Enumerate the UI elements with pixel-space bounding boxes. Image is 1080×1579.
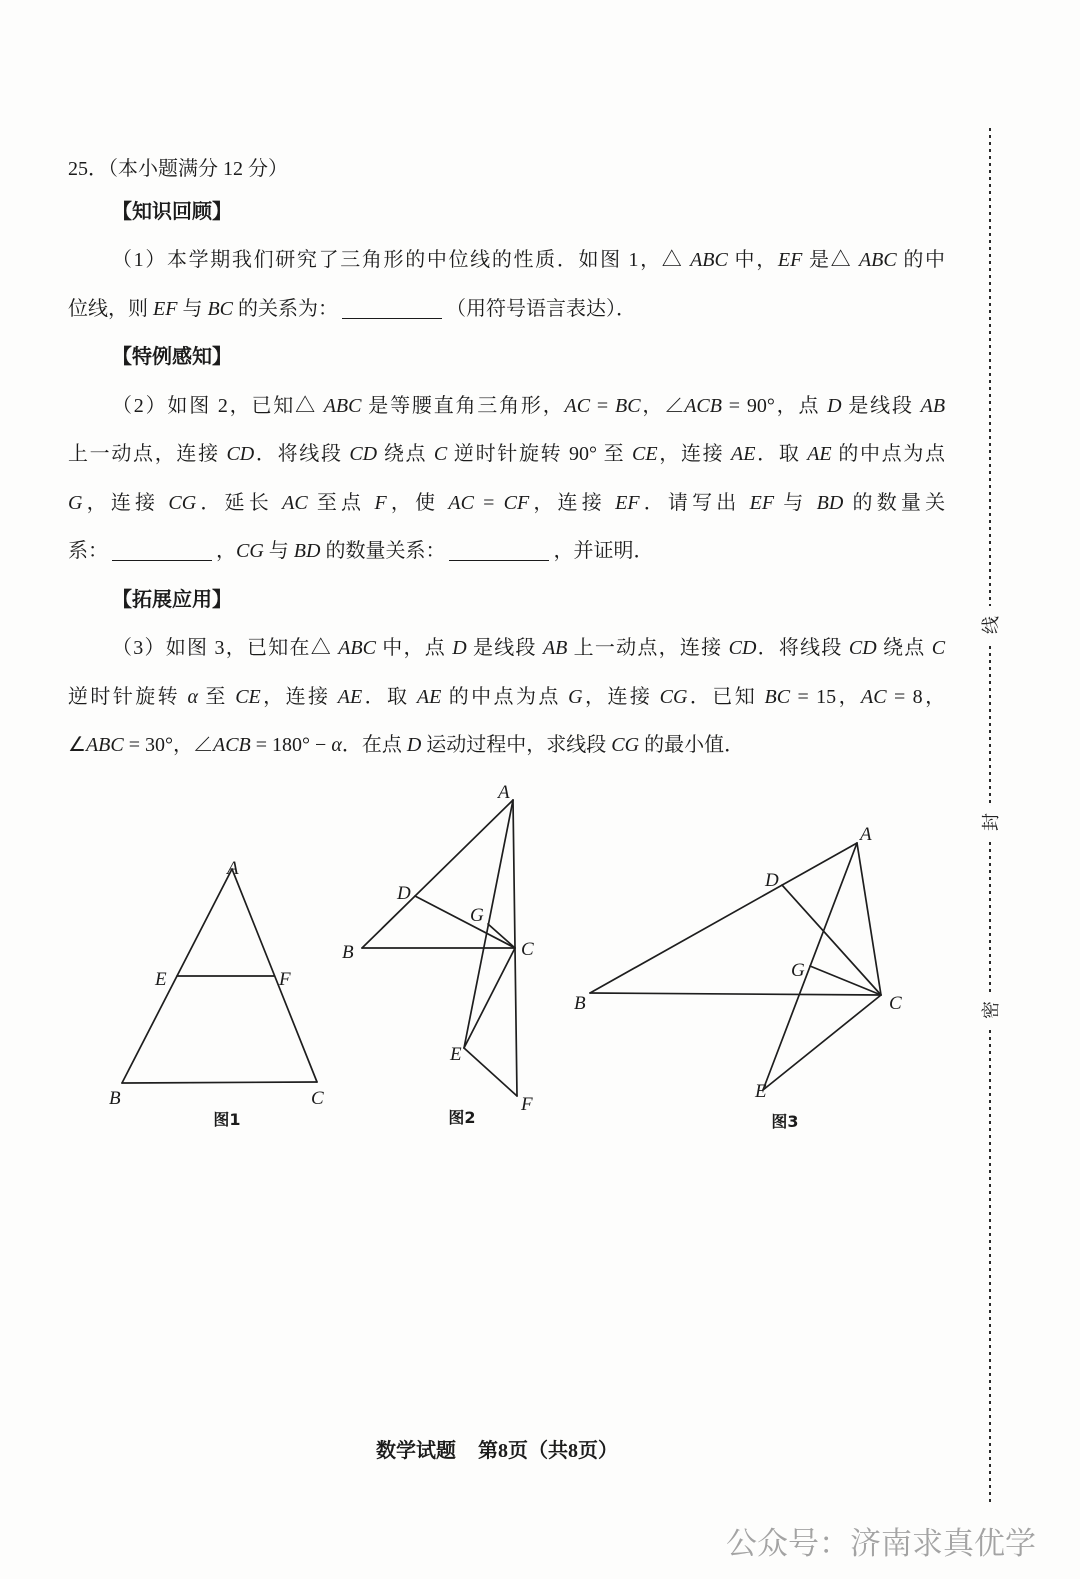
text-run: ∠: [68, 734, 86, 756]
text-run: ．请写出: [639, 491, 750, 514]
fig2-label-A: A: [498, 782, 510, 803]
answer-blank: [112, 559, 212, 561]
fig1-segment-BC: [122, 1082, 317, 1083]
text-run: ．取: [755, 443, 808, 465]
text-run: ．取: [362, 685, 417, 708]
text-run: 绕点: [876, 637, 932, 659]
text-run: ．在点: [341, 734, 407, 756]
math-variable: BC: [207, 297, 233, 320]
text-run: 是等腰直角三角形，: [361, 394, 565, 417]
fig3-segment-BC: [590, 993, 881, 995]
text-run: （用符号语言表达）．: [446, 297, 636, 320]
fig3-caption: 图3: [771, 1112, 799, 1131]
part-2-line-1: [68, 382, 945, 431]
math-variable: ABC: [858, 249, 897, 271]
math-variable: CG: [236, 540, 264, 562]
text-run: ，连接: [260, 685, 338, 708]
text-run: 【知识回顾】: [112, 200, 232, 223]
section-special-case: [68, 333, 945, 382]
text-run: ，并证明．: [553, 540, 654, 562]
fig3-segment-CG: [810, 966, 881, 995]
math-variable: AE: [731, 443, 756, 465]
page-footer: [376, 1434, 618, 1463]
math-variable: CD: [728, 637, 757, 659]
text-run: 是线段: [841, 394, 921, 417]
math-variable: BD: [293, 540, 321, 562]
text-run: =: [473, 491, 504, 514]
math-variable: AC: [448, 491, 474, 514]
figure-2: [342, 782, 534, 1127]
fig2-segment-DC: [415, 896, 515, 948]
math-variable: ACB: [684, 394, 722, 417]
text-run: 至: [197, 685, 236, 708]
part-2-line-2: [68, 430, 945, 479]
text-run: 上一动点，连接: [567, 637, 729, 659]
watermark: 公众号：济南求真优学: [726, 1526, 1036, 1562]
text-run: = 30°，∠: [123, 734, 213, 756]
seal-mark-xian: 线: [981, 616, 1002, 634]
answer-blank: [342, 317, 442, 319]
fig1-label-C: C: [311, 1088, 324, 1109]
math-variable: ABC: [338, 637, 376, 659]
answer-blank: [449, 559, 549, 561]
math-variable: BC: [764, 685, 791, 708]
figures-canvas: [0, 770, 1080, 1150]
math-variable: CD: [848, 637, 877, 659]
fig2-label-G: G: [470, 905, 484, 926]
math-variable: CE: [235, 685, 261, 708]
math-variable: AB: [542, 637, 568, 659]
fig2-label-B: B: [342, 942, 354, 963]
text-run: （3）如图 3，已知在△: [112, 637, 339, 659]
text-run: =: [590, 394, 616, 417]
text-run: ，连接: [657, 443, 732, 465]
math-variable: CG: [168, 491, 197, 514]
math-variable: F: [374, 491, 387, 514]
math-variable: EF: [153, 297, 178, 320]
math-variable: AE: [416, 685, 442, 708]
fig2-label-D: D: [397, 883, 411, 904]
text-run: ．已知: [687, 685, 765, 708]
seal-mark-mi: 密: [981, 1001, 1002, 1019]
text-run: = 15，: [790, 685, 861, 708]
fig2-caption: 图2: [448, 1108, 476, 1127]
fig2-segment-CE: [464, 948, 515, 1048]
figure-1: [109, 858, 324, 1129]
fig2-segment-EF: [464, 1048, 517, 1096]
text-run: 至点: [307, 491, 375, 514]
text-run: （2）如图 2，已知△: [112, 394, 324, 417]
fig1-label-A: A: [227, 858, 239, 879]
math-variable: α: [187, 685, 198, 708]
fig3-label-B: B: [574, 993, 586, 1014]
section-knowledge-review: [68, 188, 945, 237]
part-1-line-1: [68, 236, 945, 285]
part-1-line-2: [68, 285, 945, 334]
text-run: ．将线段: [254, 443, 350, 465]
fig3-label-D: D: [765, 870, 779, 891]
text-run: 是△: [802, 249, 859, 271]
fig2-label-F: F: [521, 1094, 533, 1115]
fig3-segment-AB: [590, 843, 857, 993]
question-header: [68, 152, 945, 188]
seal-line-segment-3: [989, 842, 991, 996]
math-variable: C: [433, 443, 448, 465]
seal-line-segment-2: [989, 646, 991, 804]
fig3-label-E: E: [755, 1081, 767, 1102]
text-run: 与: [263, 540, 294, 562]
text-run: （1）本学期我们研究了三角形的中位线的性质．如图 1，△: [112, 249, 691, 271]
fig2-label-C: C: [521, 939, 534, 960]
math-variable: ABC: [85, 734, 124, 756]
text-run: 运动过程中，求线段: [421, 734, 612, 756]
math-variable: ACB: [213, 734, 251, 756]
part-3-line-1: [68, 624, 945, 673]
text-run: 的关系为：: [233, 297, 338, 320]
math-variable: BD: [816, 491, 844, 514]
text-run: 中，: [727, 249, 778, 271]
text-run: 的中点为点: [831, 443, 946, 465]
footer-page-number: 第8页（共8页）: [478, 1440, 618, 1462]
text-run: 中，点: [376, 637, 453, 659]
text-run: ，连接: [82, 491, 169, 514]
math-variable: C: [931, 637, 946, 659]
text-run: ．延长: [196, 491, 283, 514]
math-variable: AC: [861, 685, 887, 708]
question-25: [68, 152, 945, 770]
text-run: 与: [177, 297, 208, 320]
math-variable: CF: [503, 491, 530, 514]
text-run: = 90°，点: [721, 394, 828, 417]
math-variable: AE: [337, 685, 363, 708]
text-run: ，使: [386, 491, 449, 514]
text-run: ，连接: [582, 685, 660, 708]
text-run: 的中点为点: [441, 685, 569, 708]
part-2-line-4: [68, 527, 945, 576]
seal-line-segment-4: [989, 1030, 991, 1506]
math-variable: G: [568, 685, 583, 708]
text-run: 系：: [68, 540, 108, 562]
text-run: 25．（本小题满分 12 分）: [68, 158, 288, 180]
math-variable: ABC: [323, 394, 362, 417]
text-run: ，∠: [640, 394, 685, 417]
text-run: 是线段: [466, 637, 543, 659]
math-variable: D: [452, 637, 467, 659]
text-run: = 8，: [886, 685, 946, 708]
math-variable: D: [827, 394, 842, 417]
text-run: 绕点: [377, 443, 434, 465]
math-variable: CG: [659, 685, 688, 708]
math-variable: BC: [615, 394, 641, 417]
fig1-caption: 图1: [213, 1110, 241, 1129]
math-variable: α: [331, 734, 342, 756]
text-run: 的最小值．: [639, 734, 745, 756]
text-run: 的中: [896, 249, 946, 271]
math-variable: CD: [226, 443, 255, 465]
text-run: ，: [216, 540, 236, 562]
math-variable: D: [406, 734, 422, 756]
fig1-label-E: E: [155, 969, 167, 990]
text-run: 【特例感知】: [112, 346, 232, 368]
text-run: 上一动点，连接: [68, 443, 227, 465]
part-3-line-3: [68, 721, 945, 770]
fig2-label-E: E: [450, 1044, 462, 1065]
math-variable: AB: [920, 394, 946, 417]
text-run: ，连接: [529, 491, 616, 514]
text-run: 位线，则: [68, 297, 153, 320]
text-run: 的数量关: [843, 491, 946, 514]
math-variable: EF: [615, 491, 640, 514]
text-run: ．将线段: [756, 637, 849, 659]
text-run: 【拓展应用】: [112, 588, 232, 611]
fig1-label-B: B: [109, 1088, 121, 1109]
seal-line-segment-1: [989, 128, 991, 606]
text-run: 的数量关系：: [320, 540, 446, 562]
text-run: 逆时针旋转 90° 至: [447, 443, 633, 465]
math-variable: AC: [282, 491, 308, 514]
math-variable: AC: [564, 394, 591, 417]
math-variable: EF: [777, 249, 803, 271]
figure-3: [574, 824, 902, 1131]
footer-subject: 数学试题: [376, 1440, 456, 1462]
fig3-label-A: A: [860, 824, 872, 845]
part-3-line-2: [68, 673, 945, 722]
math-variable: ABC: [690, 249, 728, 271]
fig3-label-G: G: [791, 960, 805, 981]
fig1-label-F: F: [279, 969, 291, 990]
math-variable: CG: [611, 734, 640, 756]
text-run: 逆时针旋转: [68, 685, 188, 708]
fig3-label-C: C: [889, 993, 902, 1014]
math-variable: G: [68, 491, 83, 514]
section-extension: [68, 576, 945, 625]
part-2-line-3: [68, 479, 945, 528]
math-variable: CD: [349, 443, 378, 465]
seal-mark-feng: 封: [981, 813, 1002, 831]
text-run: = 180° −: [250, 734, 332, 756]
text-run: 与: [774, 491, 817, 514]
math-variable: CE: [632, 443, 658, 465]
math-variable: AE: [807, 443, 832, 465]
math-variable: EF: [749, 491, 775, 514]
